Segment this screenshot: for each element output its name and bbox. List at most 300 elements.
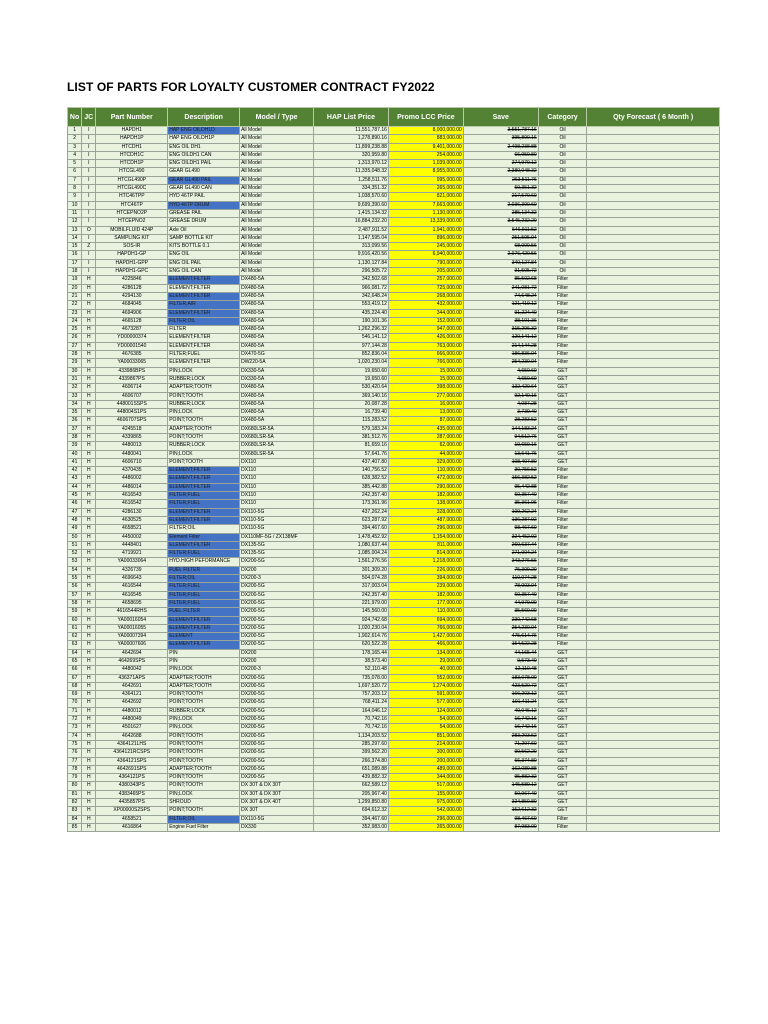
qty-forecast[interactable] [587,765,720,773]
save: 121,419.12 [463,301,538,309]
qty-forecast[interactable] [587,384,720,392]
qty-forecast[interactable] [587,176,720,184]
qty-forecast[interactable] [587,749,720,757]
qty-forecast[interactable] [587,475,720,483]
model-type: All Model [240,160,314,168]
qty-forecast[interactable] [587,558,720,566]
table-row [68,790,720,798]
qty-forecast[interactable] [587,284,720,292]
qty-forecast[interactable] [587,674,720,682]
description: FILTER;FUEL [168,599,240,607]
promo-lcc-price: 896,000.00 [388,234,463,242]
qty-forecast[interactable] [587,433,720,441]
part-number: 4480013 [96,442,168,450]
category: Filter [538,508,587,516]
model-type: DX480-5A [240,317,314,325]
promo-lcc-price: 766,000.00 [388,624,463,632]
table-row [68,541,720,549]
row-no: 85 [68,823,82,831]
qty-forecast[interactable] [587,218,720,226]
hap-list-price: 1,902,614.76 [314,633,389,641]
part-number: 4364121LHS [96,740,168,748]
save: 108,407.80 [463,458,538,466]
qty-forecast[interactable] [587,525,720,533]
promo-lcc-price: 13,000.00 [388,409,463,417]
description: SAMP BOTTLE KIT [168,234,240,242]
promo-lcc-price: 577,000.00 [388,699,463,707]
row-no: 40 [68,450,82,458]
model-type: DX200-5G [240,674,314,682]
part-number: 4450002 [96,533,168,541]
category: GET [538,799,587,807]
row-no: 1 [68,127,82,135]
qty-forecast[interactable] [587,268,720,276]
table-row [68,442,720,450]
save: 16,742.16 [463,724,538,732]
part-number: 4606707SPS [96,417,168,425]
qty-forecast[interactable] [587,317,720,325]
description: ENG OIL [168,251,240,259]
qty-forecast[interactable] [587,566,720,574]
qty-forecast[interactable] [587,417,720,425]
qty-forecast[interactable] [587,160,720,168]
qty-forecast[interactable] [587,409,720,417]
table-row [68,151,720,159]
qty-forecast[interactable] [587,458,720,466]
save: 3,545,232.20 [463,218,538,226]
category: Filter [538,815,587,823]
save: 423,520.72 [463,682,538,690]
qty-forecast[interactable] [587,442,720,450]
promo-lcc-price: 54,000.00 [388,724,463,732]
qty-forecast[interactable] [587,467,720,475]
save: 3,739.40 [463,409,538,417]
description: GEAR GL490 [168,168,240,176]
model-type: DX110MF-5G / ZX138MF [240,533,314,541]
model-type: DX480-5A [240,400,314,408]
save: 191,411.24 [463,699,538,707]
promo-lcc-price: 9,401,000.00 [388,143,463,151]
model-type: DX330-5A [240,375,314,383]
save: 50,967.40 [463,790,538,798]
part-number: 4676385 [96,351,168,359]
hap-list-price: 317,003.04 [314,583,389,591]
row-no: 10 [68,201,82,209]
hap-list-price: 439,882.32 [314,774,389,782]
qty-forecast[interactable] [587,168,720,176]
qty-forecast[interactable] [587,732,720,740]
table-row [68,716,720,724]
qty-forecast[interactable] [587,151,720,159]
column-header: Save [463,108,538,127]
qty-forecast[interactable] [587,541,720,549]
model-type: DX110 [240,467,314,475]
category: GET [538,417,587,425]
qty-forecast[interactable] [587,351,720,359]
promo-lcc-price: 975,000.00 [388,799,463,807]
row-no: 68 [68,682,82,690]
description: POINT;TOOTH [168,691,240,699]
category: GET [538,749,587,757]
part-number: 4642694 [96,649,168,657]
category: GET [538,716,587,724]
qty-forecast[interactable] [587,599,720,607]
qty-forecast[interactable] [587,243,720,251]
category: GET [538,666,587,674]
qty-forecast[interactable] [587,757,720,765]
qty-forecast[interactable] [587,533,720,541]
hap-list-price: 115,283.52 [314,417,389,425]
model-type: DX200-5G [240,699,314,707]
table-row [68,301,720,309]
part-number: 4616544RHS [96,608,168,616]
table-row [68,259,720,267]
model-type: DX110 [240,483,314,491]
description: PIN;LOCK [168,790,240,798]
part-number: HTC46TPP [96,193,168,201]
model-type: DX 30T & DX 30T [240,790,314,798]
table-row [68,284,720,292]
part-number: 448001SSPS [96,400,168,408]
qty-forecast[interactable] [587,425,720,433]
qty-forecast[interactable] [587,591,720,599]
category: Oil [538,226,587,234]
promo-lcc-price: 517,000.00 [388,782,463,790]
description: POINT;TOOTH [168,774,240,782]
table-row [68,765,720,773]
qty-forecast[interactable] [587,799,720,807]
save: 28,283.52 [463,417,538,425]
model-type: DX680LSR-5A [240,425,314,433]
promo-lcc-price: 725,000.00 [388,284,463,292]
category: Oil [538,127,587,135]
promo-lcc-price: 426,000.00 [388,334,463,342]
row-jc: I [82,209,96,217]
qty-forecast[interactable] [587,666,720,674]
promo-lcc-price: 287,000.00 [388,433,463,441]
model-type: All Model [240,209,314,217]
qty-forecast[interactable] [587,359,720,367]
qty-forecast[interactable] [587,740,720,748]
row-no: 35 [68,409,82,417]
save: 60,357.40 [463,591,538,599]
table-row [68,292,720,300]
part-number: HAPDH1 [96,127,168,135]
qty-forecast[interactable] [587,682,720,690]
model-type: DX200-5G [240,608,314,616]
model-type: All Model [240,127,314,135]
part-number: 4616543 [96,492,168,500]
qty-forecast[interactable] [587,367,720,375]
qty-forecast[interactable] [587,790,720,798]
promo-lcc-price: 591,000.00 [388,691,463,699]
description: ADAPTER;TOOTH [168,384,240,392]
row-jc: H [82,575,96,583]
part-number: HAPDH1-GPP [96,259,168,267]
description: KITS BOTTLE 0.1 [168,243,240,251]
hap-list-price: 140,756.52 [314,467,389,475]
category: Filter [538,823,587,831]
row-jc: H [82,384,96,392]
table-row [68,823,720,831]
qty-forecast[interactable] [587,226,720,234]
hap-list-price: 553,419.12 [314,301,389,309]
qty-forecast[interactable] [587,342,720,350]
save: 35,361.96 [463,500,538,508]
model-type: All Model [240,268,314,276]
model-type: DX330-5A [240,367,314,375]
hap-list-price: 546,141.12 [314,334,389,342]
column-header: Promo LCC Price [388,108,463,127]
part-number: HTCDH1C [96,151,168,159]
save: 154,522.28 [463,641,538,649]
save: 162,089.88 [463,765,538,773]
save: 110,074.28 [463,575,538,583]
parts-table [67,107,720,832]
qty-forecast[interactable] [587,782,720,790]
hap-list-price: 1,299,850.80 [314,799,389,807]
qty-forecast[interactable] [587,707,720,715]
hap-list-price: 1,038,570.60 [314,193,389,201]
table-row [68,707,720,715]
category: GET [538,458,587,466]
row-no: 15 [68,243,82,251]
description: FUEL FILTER [168,566,240,574]
part-number: 4642691 [96,682,168,690]
category: GET [538,442,587,450]
row-no: 11 [68,209,82,217]
table-row [68,218,720,226]
qty-forecast[interactable] [587,135,720,143]
description: ENG OILDH1 PAIL [168,160,240,168]
promo-lcc-price: 245,000.00 [388,243,463,251]
model-type: DW220-5A [240,359,314,367]
row-jc: H [82,326,96,334]
qty-forecast[interactable] [587,492,720,500]
table-row [68,699,720,707]
table-row [68,342,720,350]
hap-list-price: 334,351.32 [314,185,389,193]
row-no: 78 [68,765,82,773]
qty-forecast[interactable] [587,234,720,242]
hap-list-price: 342,648.24 [314,292,389,300]
qty-forecast[interactable] [587,823,720,831]
description: ELEMENT;FILTER [168,292,240,300]
qty-forecast[interactable] [587,508,720,516]
qty-forecast[interactable] [587,500,720,508]
qty-forecast[interactable] [587,691,720,699]
row-jc: I [82,259,96,267]
model-type: DX200-5G [240,732,314,740]
hap-list-price: 1,697,520.72 [314,682,389,690]
category: Filter [538,359,587,367]
promo-lcc-price: 472,000.00 [388,475,463,483]
qty-forecast[interactable] [587,193,720,201]
qty-forecast[interactable] [587,724,720,732]
part-number: 4480012 [96,707,168,715]
qty-forecast[interactable] [587,658,720,666]
part-number: YD00000374 [96,334,168,342]
description: ADAPTER;TOOTH [168,682,240,690]
model-type: DX470-5G [240,351,314,359]
category: GET [538,367,587,375]
table-row [68,417,720,425]
row-no: 28 [68,351,82,359]
row-jc: I [82,168,96,176]
qty-forecast[interactable] [587,516,720,524]
table-row [68,458,720,466]
table-row [68,533,720,541]
qty-forecast[interactable] [587,716,720,724]
save: 71,297.60 [463,740,538,748]
column-header: Part Number [96,108,168,127]
row-no: 51 [68,541,82,549]
save: 9,573.40 [463,658,538,666]
description: ELEMENT;FILTER [168,508,240,516]
save: 69,351.32 [463,185,538,193]
hap-list-price: 70,742.16 [314,724,389,732]
qty-forecast[interactable] [587,400,720,408]
description: FILTER;FUEL [168,351,240,359]
row-jc: H [82,409,96,417]
qty-forecast[interactable] [587,807,720,815]
model-type: DX110 [240,492,314,500]
part-number: 4326739 [96,566,168,574]
qty-forecast[interactable] [587,575,720,583]
qty-forecast[interactable] [587,276,720,284]
model-type: DX200-5G [240,558,314,566]
promo-lcc-price: 328,000.00 [388,508,463,516]
qty-forecast[interactable] [587,301,720,309]
row-jc: H [82,815,96,823]
row-no: 56 [68,583,82,591]
qty-forecast[interactable] [587,649,720,657]
model-type: DX110-5G [240,525,314,533]
description: FUEL FILTER [168,608,240,616]
category: Filter [538,342,587,350]
part-number: 4486002 [96,475,168,483]
category: GET [538,409,587,417]
qty-forecast[interactable] [587,326,720,334]
qty-forecast[interactable] [587,334,720,342]
part-number: YA00016055 [96,624,168,632]
qty-forecast[interactable] [587,616,720,624]
part-number: 4364121RCSPS [96,749,168,757]
model-type: All Model [240,251,314,259]
row-jc: I [82,251,96,259]
qty-forecast[interactable] [587,550,720,558]
promo-lcc-price: 466,000.00 [388,641,463,649]
model-type: DX110-5G [240,516,314,524]
qty-forecast[interactable] [587,259,720,267]
save: 68,099.56 [463,243,538,251]
model-type: DX200-5G [240,591,314,599]
qty-forecast[interactable] [587,641,720,649]
qty-forecast[interactable] [587,309,720,317]
qty-forecast[interactable] [587,292,720,300]
row-jc: H [82,608,96,616]
part-number: 4245518 [96,425,168,433]
row-no: 61 [68,624,82,632]
qty-forecast[interactable] [587,392,720,400]
hap-list-price: 19,650.60 [314,375,389,383]
qty-forecast[interactable] [587,127,720,135]
hap-list-price: 81,659.16 [314,442,389,450]
part-number: 4673287 [96,326,168,334]
row-no: 33 [68,392,82,400]
qty-forecast[interactable] [587,185,720,193]
part-number: 4380343PS [96,782,168,790]
category: Oil [538,218,587,226]
table-row [68,475,720,483]
save: 120,141.12 [463,334,538,342]
part-number: 4630525 [96,516,168,524]
qty-forecast[interactable] [587,633,720,641]
qty-forecast[interactable] [587,201,720,209]
description: POINT;TOOTH [168,782,240,790]
model-type: DX200-5G [240,716,314,724]
qty-forecast[interactable] [587,608,720,616]
qty-forecast[interactable] [587,815,720,823]
qty-forecast[interactable] [587,699,720,707]
row-no: 74 [68,732,82,740]
model-type: All Model [240,185,314,193]
qty-forecast[interactable] [587,143,720,151]
qty-forecast[interactable] [587,483,720,491]
qty-forecast[interactable] [587,624,720,632]
row-jc: I [82,218,96,226]
description: PIN [168,649,240,657]
promo-lcc-price: 666,000.00 [388,351,463,359]
qty-forecast[interactable] [587,450,720,458]
row-no: 2 [68,135,82,143]
description: HYD 46TP PAIL [168,193,240,201]
description: ELEMENT;FILTER [168,309,240,317]
model-type: DX135-5G [240,550,314,558]
promo-lcc-price: 29,000.00 [388,658,463,666]
row-no: 76 [68,749,82,757]
part-number: MOBILFLUID 424P [96,226,168,234]
qty-forecast[interactable] [587,209,720,217]
description: PIN;LOCK [168,367,240,375]
qty-forecast[interactable] [587,251,720,259]
qty-forecast[interactable] [587,774,720,782]
row-no: 66 [68,666,82,674]
row-no: 46 [68,500,82,508]
row-no: 48 [68,516,82,524]
qty-forecast[interactable] [587,583,720,591]
description: ELEMENT;FILTER [168,334,240,342]
promo-lcc-price: 542,000.00 [388,807,463,815]
row-jc: H [82,757,96,765]
part-number: HAPDH1-GP [96,251,168,259]
category: Oil [538,268,587,276]
description: PIN;LOCK [168,409,240,417]
table-row [68,334,720,342]
table-row [68,160,720,168]
category: GET [538,392,587,400]
table-row [68,525,720,533]
qty-forecast[interactable] [587,375,720,383]
promo-lcc-price: 1,218,000.00 [388,558,463,566]
promo-lcc-price: 552,000.00 [388,674,463,682]
save: 186,836.04 [463,351,538,359]
row-no: 24 [68,317,82,325]
model-type: All Model [240,168,314,176]
table-row [68,185,720,193]
hap-list-price: 977,144.28 [314,342,389,350]
row-jc: H [82,276,96,284]
